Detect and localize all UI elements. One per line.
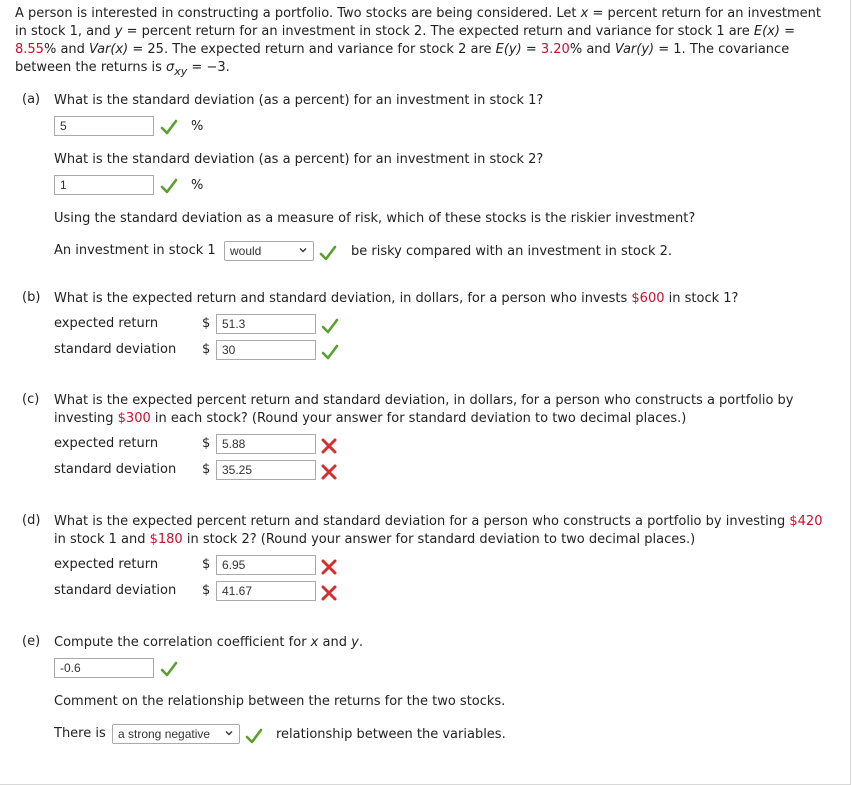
- part-b-question: What is the expected return and standard deviation, in dollars, for a person who invests $600 in stock 1?: [54, 291, 739, 306]
- part-d-label: (d): [22, 513, 41, 528]
- part-a-question-3: Using the standard deviation as a measure of risk, which of these stocks is the riskier investment?: [54, 211, 696, 226]
- percent-unit: %: [191, 119, 204, 134]
- expected-return-label: expected return: [54, 557, 159, 572]
- chevron-down-icon: [298, 245, 308, 255]
- check-icon: [245, 727, 263, 745]
- percent-unit: %: [191, 178, 204, 193]
- relationship-dropdown-value: a strong negative: [118, 727, 211, 741]
- d-expected-return-input[interactable]: 6.95: [216, 555, 316, 575]
- x-mark-icon: [320, 558, 338, 576]
- risk-sentence-suffix: be risky compared with an investment in stock 2.: [351, 244, 673, 259]
- check-icon: [321, 317, 339, 335]
- relationship-sentence-prefix: There is: [54, 726, 106, 741]
- b-expected-return-input[interactable]: 51.3: [216, 314, 316, 334]
- b-standard-deviation-input[interactable]: 30: [216, 340, 316, 360]
- d-standard-deviation-input[interactable]: 41.67: [216, 581, 316, 601]
- stock1-sd-input[interactable]: 5: [54, 116, 154, 136]
- part-d-question: What is the expected percent return and standard deviation for a person who constructs a portfolio by investing $420 in stock 1 and $180 in stock 2? (Round your answer for standard deviation to two decimal places.): [54, 514, 823, 547]
- check-icon: [319, 244, 337, 262]
- part-e-label: (e): [22, 634, 41, 649]
- part-e-question-2: Comment on the relationship between the returns for the two stocks.: [54, 694, 506, 709]
- part-b-label: (b): [22, 290, 41, 305]
- part-c-label: (c): [22, 392, 40, 407]
- part-a-question-1: What is the standard deviation (as a percent) for an investment in stock 1?: [54, 93, 544, 108]
- check-icon: [160, 660, 178, 678]
- part-c-question: What is the expected percent return and standard deviation, in dollars, for a person who constructs a portfolio by investing $300 in each stock? (Round your answer for standard deviation to two decimal places.): [54, 393, 794, 426]
- expected-return-label: expected return: [54, 316, 159, 331]
- stock2-sd-input[interactable]: 1: [54, 175, 154, 195]
- relationship-dropdown[interactable]: [112, 724, 240, 744]
- risk-dropdown-value: would: [230, 244, 262, 258]
- problem-statement: A person is interested in constructing a portfolio. Two stocks are being considered. Let x = percent return for an investment in stock 1, and y = percent return for an investment in stock 2. The expected return and variance for stock 1 are E(x) = 8.55% and Var(x) = 25. The expected return and variance for stock 2 are E(y) = 3.20% and Var(y) = 1. The covariance between the returns is $\sigma_{xy} = -3$.: [15, 6, 822, 78]
- standard-deviation-label: standard deviation: [54, 342, 177, 357]
- chevron-down-icon: [224, 728, 234, 738]
- x-mark-icon: [320, 463, 338, 481]
- standard-deviation-label: standard deviation: [54, 583, 177, 598]
- c-standard-deviation-input[interactable]: 35.25: [216, 460, 316, 480]
- dollar-sign: $: [202, 557, 211, 572]
- x-mark-icon: [320, 437, 338, 455]
- dollar-sign: $: [202, 316, 211, 331]
- dollar-sign: $: [202, 436, 211, 451]
- check-icon: [321, 343, 339, 361]
- part-a-label: (a): [22, 92, 41, 107]
- risk-sentence-prefix: An investment in stock 1: [54, 243, 216, 258]
- dollar-sign: $: [202, 342, 211, 357]
- dollar-sign: $: [202, 462, 211, 477]
- dollar-sign: $: [202, 583, 211, 598]
- c-expected-return-input[interactable]: 5.88: [216, 434, 316, 454]
- standard-deviation-label: standard deviation: [54, 462, 177, 477]
- risk-dropdown[interactable]: [224, 241, 314, 261]
- part-e-question: Compute the correlation coefficient for x and y.: [54, 635, 363, 650]
- check-icon: [160, 177, 178, 195]
- correlation-input[interactable]: -0.6: [54, 658, 154, 678]
- relationship-sentence-suffix: relationship between the variables.: [276, 727, 506, 742]
- expected-return-label: expected return: [54, 436, 159, 451]
- part-a-question-2: What is the standard deviation (as a percent) for an investment in stock 2?: [54, 152, 544, 167]
- check-icon: [160, 118, 178, 136]
- x-mark-icon: [320, 584, 338, 602]
